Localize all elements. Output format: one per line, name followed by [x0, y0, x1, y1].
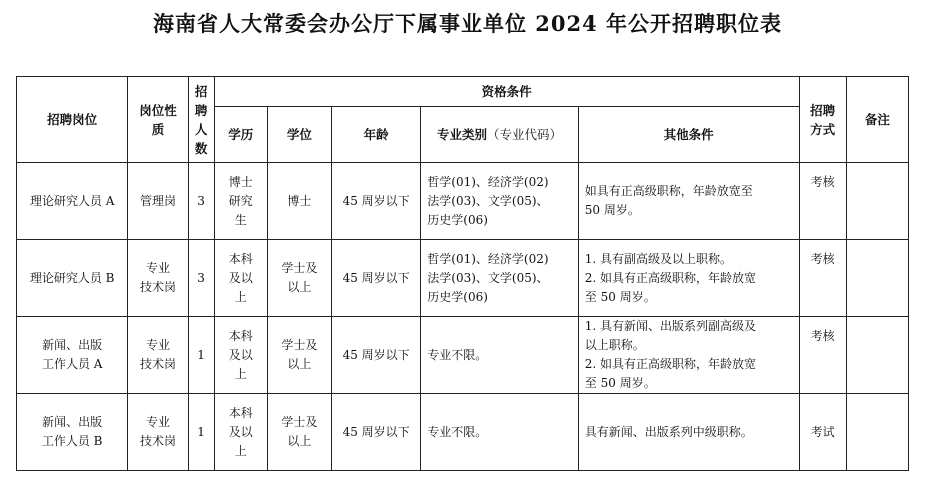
table-row: [17, 394, 909, 471]
cell-count: 1: [188, 394, 214, 471]
header-education: 学历: [214, 107, 267, 163]
cell-remarks: [846, 317, 908, 394]
cell-other: 如具有正高级职称，年龄放宽至 50 周岁。: [578, 163, 799, 240]
cell-method: 考核: [799, 240, 846, 317]
cell-count: 3: [188, 163, 214, 240]
header-age: 年龄: [332, 107, 421, 163]
cell-education: 本科 及以 上: [214, 394, 267, 471]
cell-degree: 博士: [267, 163, 331, 240]
header-qualifications: 资格条件: [214, 77, 799, 107]
cell-age: 45 周岁以下: [332, 163, 421, 240]
cell-major: 哲学(01)、经济学(02) 法学(03)、文学(05)、 历史学(06): [421, 163, 579, 240]
cell-age: 45 周岁以下: [332, 240, 421, 317]
cell-remarks: [846, 163, 908, 240]
cell-count: 1: [188, 317, 214, 394]
cell-method: 考核: [799, 317, 846, 394]
table-row: [17, 163, 909, 240]
cell-other: 具有新闻、出版系列中级职称。: [578, 394, 799, 471]
cell-education: 本科 及以 上: [214, 240, 267, 317]
header-count: 招 聘 人 数: [188, 77, 214, 163]
cell-education: 本科 及以 上: [214, 317, 267, 394]
table-row: [17, 317, 909, 394]
cell-count: 3: [188, 240, 214, 317]
cell-major: 专业不限。: [421, 394, 579, 471]
cell-major: 专业不限。: [421, 317, 579, 394]
cell-nature: 专业 技术岗: [128, 394, 188, 471]
header-method: 招聘 方式: [799, 77, 846, 163]
page-title: 海南省人大常委会办公厅下属事业单位 2024 年公开招聘职位表: [152, 11, 783, 36]
header-major-main: 专业类别: [437, 127, 488, 142]
cell-degree: 学士及 以上: [267, 317, 331, 394]
cell-nature: 管理岗: [128, 163, 188, 240]
recruitment-table: [16, 76, 909, 471]
header-degree: 学位: [267, 107, 331, 163]
header-remarks: 备注: [846, 77, 908, 163]
cell-degree: 学士及 以上: [267, 394, 331, 471]
cell-method: 考试: [799, 394, 846, 471]
cell-nature: 专业 技术岗: [128, 317, 188, 394]
cell-age: 45 周岁以下: [332, 394, 421, 471]
cell-age: 45 周岁以下: [332, 317, 421, 394]
cell-remarks: [846, 394, 908, 471]
cell-position: 新闻、出版 工作人员 B: [17, 394, 128, 471]
cell-nature: 专业 技术岗: [128, 240, 188, 317]
header-other: 其他条件: [578, 107, 799, 163]
cell-position: 理论研究人员 B: [17, 240, 128, 317]
header-position: 招聘岗位: [17, 77, 128, 163]
cell-other: 1. 具有副高级及以上职称。 2. 如具有正高级职称，年龄放宽 至 50 周岁。: [578, 240, 799, 317]
header-major-sub: （专业代码）: [487, 127, 563, 142]
cell-remarks: [846, 240, 908, 317]
header-major: [421, 107, 579, 163]
cell-degree: 学士及 以上: [267, 240, 331, 317]
table-row: [17, 240, 909, 317]
cell-position: 理论研究人员 A: [17, 163, 128, 240]
cell-method: 考核: [799, 163, 846, 240]
cell-education: 博士 研究 生: [214, 163, 267, 240]
cell-other: 1. 具有新闻、出版系列副高级及 以上职称。 2. 如具有正高级职称，年龄放宽 至 50 周岁。: [578, 317, 799, 394]
cell-position: 新闻、出版 工作人员 A: [17, 317, 128, 394]
header-nature: 岗位性 质: [128, 77, 188, 163]
cell-major: 哲学(01)、经济学(02) 法学(03)、文学(05)、 历史学(06): [421, 240, 579, 317]
header-row-1: [17, 77, 909, 107]
